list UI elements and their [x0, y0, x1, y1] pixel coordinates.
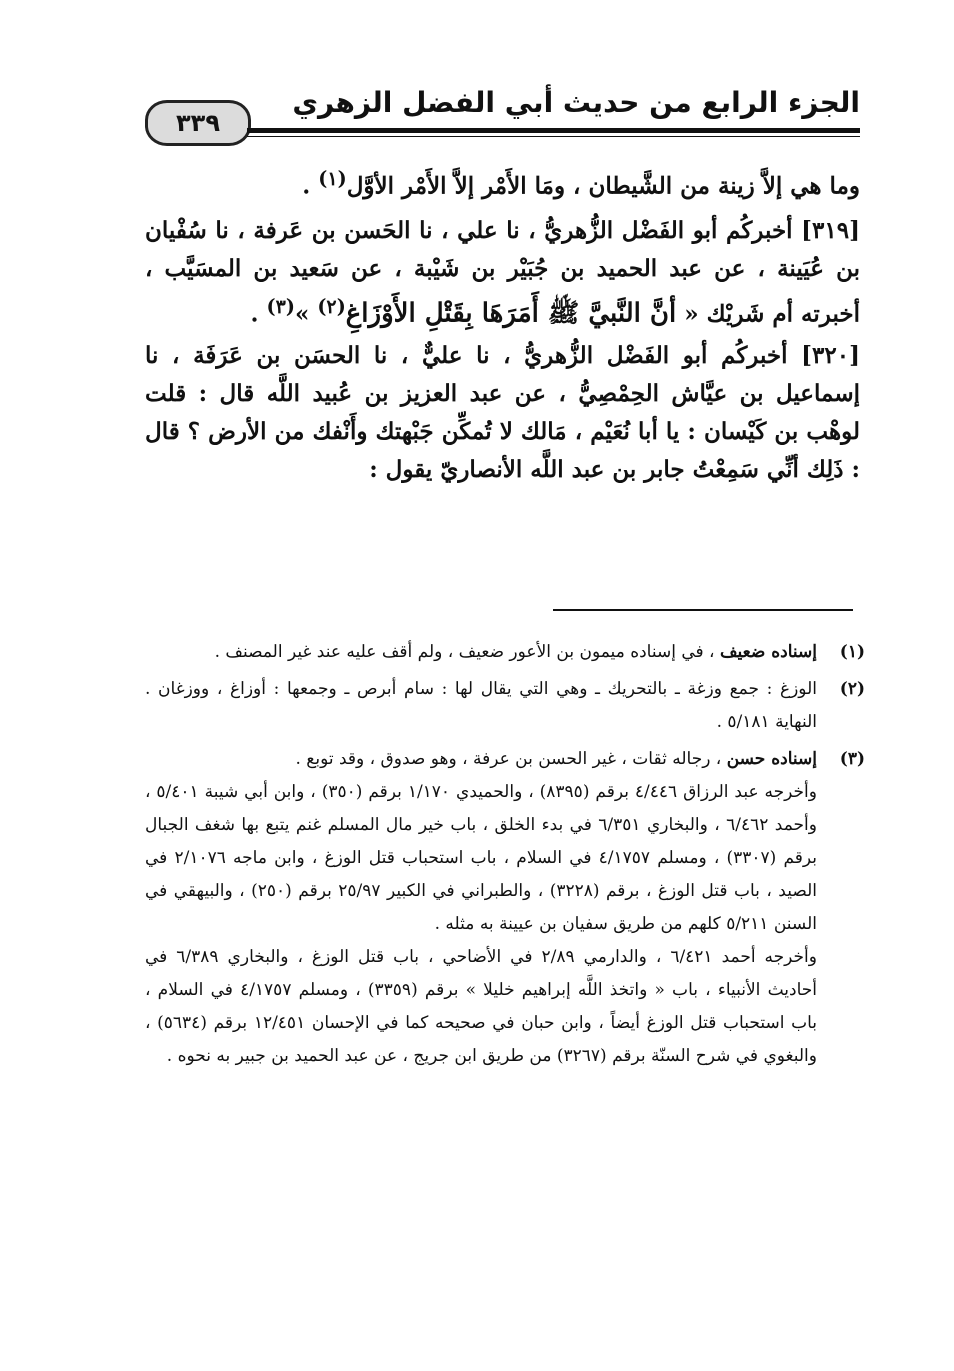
footnote-number: (١): [839, 642, 865, 662]
footnote-number: (٢): [839, 679, 865, 699]
hadith-320: [٣٢٠] أخبركُم أبو الفَضْل الزُّهريُّ ، نا عليٌّ ، نا الحسَن بن عَرَفَة ، نا إسماعيل بن عيَّاش الحِمْصِيُّ ، عن عبد العزيز بن عُبيد اللَّه قال : قلت لوهْب بن كَيْسان : يا أبا نُعَيْم ، مَالك لا تُمكِّن جَبْهتك وأَنْفك من الأرض ؟ قال : ذَلِك أنِّي سَمِعْتُ جابر بن عبد اللَّه الأنصاريّ يقول :: [145, 342, 860, 484]
footnotes: [145, 636, 865, 1077]
continuation-line: وما هي إلاَّ زينة من الشَّيطان ، ومَا الأَمْر إلاَّ الأَمْر الأوَّل$^{(١)}$ .: [302, 167, 860, 200]
hadith-matn: أنَّ النَّبيَّ ﷺ أَمَرَهَا بِقَتْلِ الأَوْزَاغِ: [345, 298, 677, 329]
hadith-319: [٣١٩] أخبركُم أبو الفَضْل الزُّهريُّ ، نا علي ، نا الحَسن بن عَرفة ، نا سُفْيان بن عُيَينة ، عن عبد الحميد بن جُبَيْر بن شَيْبة ، عن سَعيد بن المسَيَّب ، أخبرته أم شَريْك « أنَّ النَّبيَّ ﷺ أَمَرَهَا بِقَتْلِ الأَوْزَاغِ$^{(٢)}$ »$^{(٣)}$ .: [145, 216, 860, 329]
hadith-number: [٣٢٠]: [801, 342, 860, 370]
header-rule: [247, 128, 860, 133]
hadith-number: [٣١٩]: [801, 216, 860, 244]
footnote: (٣) إسناده حسن ، رجاله ثقات ، غير الحسن بن عرفة ، وهو صدوق ، وقد توبع . وأخرجه عبد الرزاق ٤/٤٤٦ برقم (٨٣٩٥) ، والحميدي ١/١٧٠ برقم (٣٥٠) ، وابن أبي شيبة ٥/٤٠١ ، وأحمد ٦/٤٦٢ ، والبخاري ٦/٣٥١ في بدء الخلق ، باب خير مال المسلم غنم يتبع بها شغف الجبال برقم (٣٣٠٧) ، ومسلم ٤/١٧٥٧ في السلام ، باب استحباب قتل الوزغ ، وابن ماجه ٢/١٠٧٦ في الصيد ، باب قتل الوزغ ، برقم (٣٢٢٨) ، والطبراني في الكبير ٢٥/٩٧ برقم (٢٥٠) ، والبيهقي في السنن ٥/٢١١ كلهم من طريق سفيان بن عيينة به مثله . وأخرجه أحمد ٦/٤٢١ ، والدارمي ٢/٨٩ في الأضاحي ، باب قتل الوزغ ، والبخاري ٦/٣٨٩ في أحاديث الأنبياء ، باب « واتخذ اللَّه إبراهيم خليلا » برقم (٣٣٥٩) ، ومسلم ٤/١٧٥٧ في السلام ، باب استحباب قتل الوزغ أيضاً ، وابن حبان في صحيحه كما في الإحسان ١٢/٤٥١ برقم (٥٦٣٤) ، والبغوي في شرح السنّة برقم (٣٢٦٧) من طريق ابن جريج ، عن عبد الحميد بن جبير به نحوه .: [145, 743, 865, 1073]
main-text: [145, 160, 860, 493]
footnote: (٢) الوزغ : جمع وزغة ـ بالتحريك ـ وهي التي يقال لها : سام أبرص ـ وجمعها : أوزاغ ، ووزغان . النهاية ٥/١٨١ .: [145, 673, 865, 739]
footnote-ref: (٢): [317, 294, 346, 318]
footnote-number: (٣): [839, 749, 865, 769]
page-number: ٣٣٩: [176, 109, 220, 137]
footnote-separator: [553, 609, 853, 611]
footnote-ref: (٣): [266, 294, 295, 318]
running-title: الجزء الرابع من حديث أبي الفضل الزهري: [292, 86, 860, 119]
header-rule-thin: [247, 136, 860, 137]
footnote: (١) إسناده ضعيف ، في إسناده ميمون بن الأعور ضعيف ، ولم أقف عليه عند غير المصنف .: [145, 636, 865, 669]
page-number-badge: [145, 100, 251, 146]
running-header: [145, 86, 860, 146]
footnote-ref: (١): [318, 167, 347, 190]
